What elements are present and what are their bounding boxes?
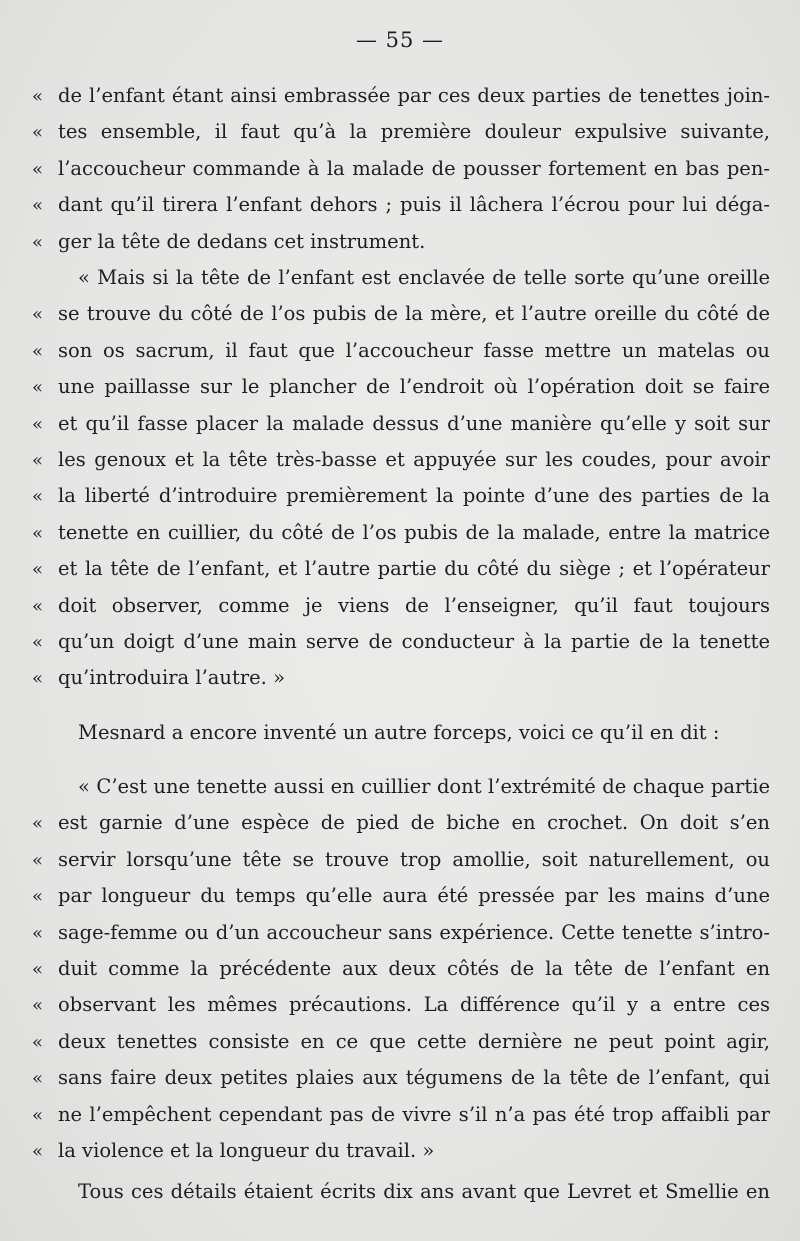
line-text: et la tête de l’enfant, et l’autre partie du côté du siège ; et l’opérateur (58, 557, 770, 581)
text-line (32, 339, 770, 375)
quote-mark: « (32, 1068, 44, 1090)
page-number: — 55 — (355, 28, 445, 52)
line-text: tenette en cuillier, du côté de l’os pubis de la malade, entre la matrice (58, 520, 770, 544)
text-line (32, 594, 770, 630)
text-line (32, 848, 770, 884)
line-text: l’accoucheur commande à la malade de pousser fortement en bas pen- (58, 156, 770, 180)
quote-mark: « (32, 1104, 44, 1126)
line-text: sage-femme ou d’un accoucheur sans expérience. Cette tenette s’intro- (58, 920, 770, 944)
quote-mark: « (32, 304, 44, 326)
line-text: la violence et la longueur du travail. » (58, 1138, 435, 1162)
quote-mark: « (32, 958, 44, 980)
line-text: par longueur du temps qu’elle aura été pressée par les mains d’une (58, 884, 770, 908)
line-text: sans faire deux petites plaies aux tégumens de la tête de l’enfant, qui (58, 1066, 770, 1090)
text-line (32, 448, 770, 484)
text-line (32, 1066, 770, 1102)
line-text: de l’enfant étant ainsi embrassée par ces deux parties de tenettes join- (58, 84, 770, 107)
line-text: et qu’il fasse placer la malade dessus d’une manière qu’elle y soit sur (58, 411, 770, 435)
line-text: deux tenettes consiste en ce que cette dernière ne peut point agir, (58, 1029, 770, 1053)
text-line (32, 412, 770, 448)
line-text: dant qu’il tirera l’enfant dehors ; puis il lâchera l’écrou pour lui déga- (58, 193, 770, 217)
quote-mark: « (32, 231, 44, 253)
text-line (32, 630, 770, 666)
line-text: observant les mêmes précautions. La différence qu’il y a entre ces (58, 993, 770, 1017)
quote-mark: « (32, 559, 44, 581)
text-line (32, 230, 770, 266)
quote-mark: « (32, 995, 44, 1017)
text-line (32, 266, 770, 302)
text-line (32, 1139, 770, 1175)
line-text: qu’un doigt d’une main serve de conducteur à la partie de la tenette (58, 629, 770, 653)
line-text: une paillasse sur le plancher de l’endroit où l’opération doit se faire (58, 375, 770, 399)
quote-mark: « (32, 886, 44, 908)
paragraph (32, 266, 770, 703)
line-text: Mesnard a encore inventé un autre forceps, voici ce qu’il en dit : (78, 721, 720, 744)
line-text: ger la tête de dedans cet instrument. (58, 229, 426, 253)
line-text: son os sacrum, il faut que l’accoucheur fasse mettre un matelas ou (58, 338, 770, 362)
text-line (32, 157, 770, 193)
text-line (32, 775, 770, 811)
paragraph (32, 84, 770, 266)
text-line (32, 921, 770, 957)
quote-mark: « (32, 631, 44, 653)
quote-mark: « (32, 1031, 44, 1053)
quote-mark: « (32, 813, 44, 835)
text-line (32, 1030, 770, 1066)
line-text: tes ensemble, il faut qu’à la première douleur expulsive suivante, (58, 120, 770, 144)
quote-mark: « (32, 849, 44, 871)
line-text: ne l’empêchent cependant pas de vivre s’il n’a pas été trop affaibli par (58, 1102, 770, 1126)
quote-mark: « (32, 340, 44, 362)
paragraph (32, 1180, 770, 1216)
quote-mark: « (32, 86, 44, 107)
text-line (32, 193, 770, 229)
line-text: qu’introduira l’autre. » (58, 666, 286, 690)
quote-mark: « (32, 195, 44, 217)
text-line (32, 884, 770, 920)
text-line (32, 375, 770, 411)
paragraph (32, 721, 770, 757)
text-line (32, 993, 770, 1029)
quote-mark: « (32, 522, 44, 544)
text-line (32, 302, 770, 338)
quote-mark: « (32, 413, 44, 435)
line-text: duit comme la précédente aux deux côtés de la tête de l’enfant en (58, 956, 770, 980)
line-text: « C’est une tenette aussi en cuillier dont l’extrémité de chaque partie (78, 775, 770, 798)
text-line (32, 811, 770, 847)
quote-mark: « (32, 377, 44, 399)
line-text: se trouve du côté de l’os pubis de la mère, et l’autre oreille du côté de (58, 302, 770, 326)
line-text: Tous ces détails étaient écrits dix ans avant que Levret et Smellie en (78, 1180, 770, 1203)
line-text: est garnie d’une espèce de pied de biche en crochet. On doit s’en (58, 811, 770, 835)
text-line (32, 557, 770, 593)
line-text: les genoux et la tête très-basse et appuyée sur les coudes, pour avoir (58, 447, 770, 471)
text-line (32, 721, 770, 757)
quote-mark: « (32, 922, 44, 944)
text-line (32, 120, 770, 156)
quote-mark: « (32, 486, 44, 508)
text-line (32, 957, 770, 993)
quote-mark: « (32, 158, 44, 180)
line-text: la liberté d’introduire premièrement la pointe d’une des parties de la (58, 484, 770, 508)
line-text: « Mais si la tête de l’enfant est enclavée de telle sorte qu’une oreille (78, 266, 770, 289)
text-line (32, 521, 770, 557)
quote-mark: « (32, 449, 44, 471)
text-line (32, 484, 770, 520)
quote-mark: « (32, 122, 44, 144)
text-line (32, 1103, 770, 1139)
quote-mark: « (32, 595, 44, 617)
text-line (32, 1180, 770, 1216)
quote-mark: « (32, 1140, 44, 1162)
line-text: servir lorsqu’une tête se trouve trop amollie, soit naturellement, ou (58, 847, 770, 871)
text-line (32, 84, 770, 120)
text-line (32, 666, 770, 702)
quote-mark: « (32, 668, 44, 690)
paragraph (32, 775, 770, 1175)
line-text: doit observer, comme je viens de l’enseigner, qu’il faut toujours (58, 593, 770, 617)
